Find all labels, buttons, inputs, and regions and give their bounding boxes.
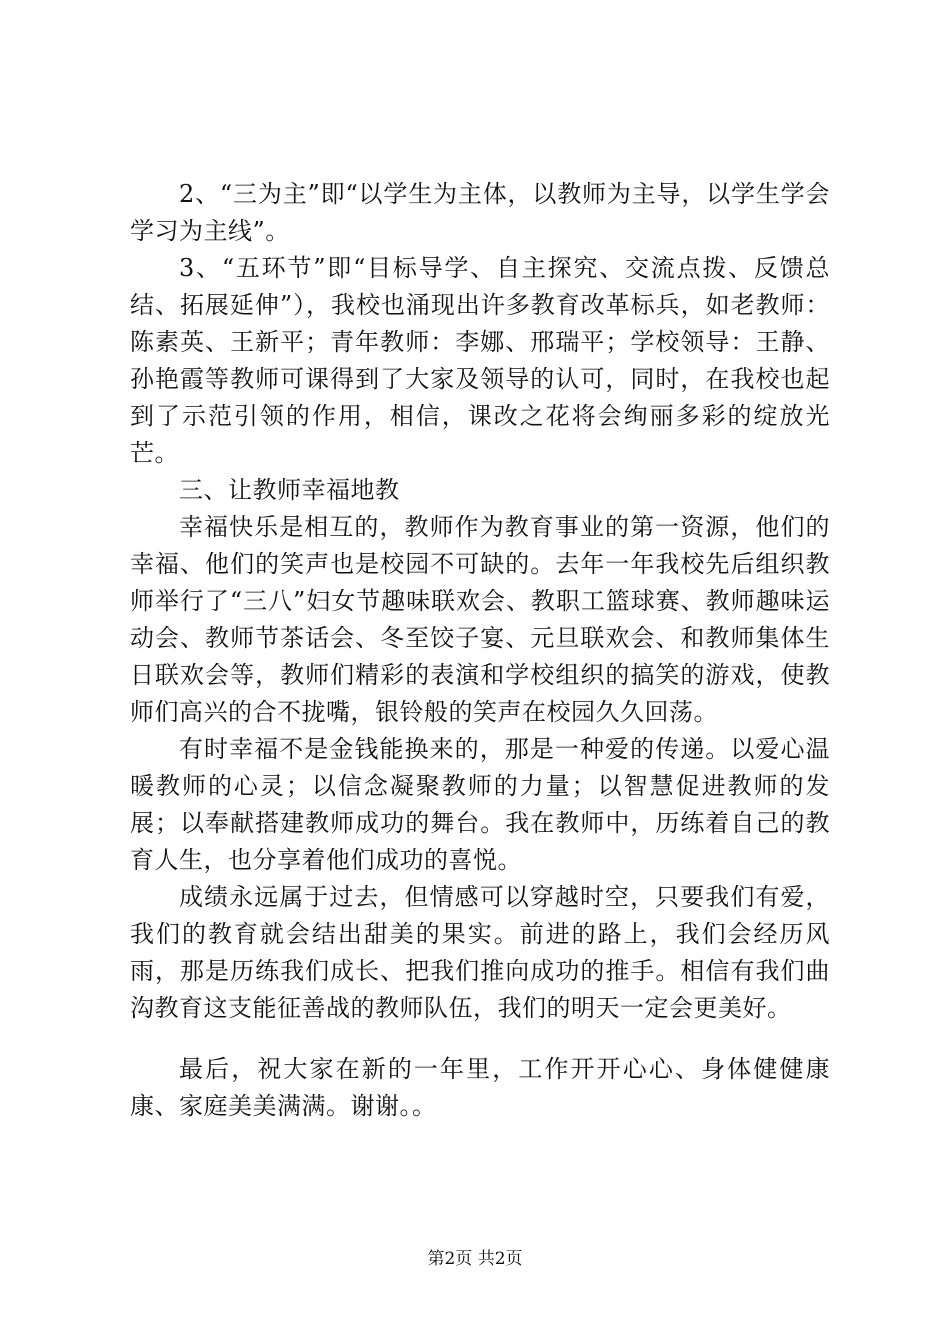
document-body — [130, 176, 830, 1125]
section-heading-happy-teaching: 三、让教师幸福地教 — [179, 476, 400, 504]
paragraph-closing-wishes: 最后，祝大家在新的一年里，工作开开心心、身体健健康康、家庭美美满满。谢谢。。 — [130, 1055, 830, 1120]
page-footer: 第2页 共2页 — [427, 1249, 523, 1269]
paragraph-future-outlook: 成绩永远属于过去，但情感可以穿越时空，只要我们有爱，我们的教育就会结出甜美的果实。前进的路上，我们会经历风雨，那是历练我们成长、把我们推向成功的推手。相信有我们曲沟教育这支能征善战的教师队伍，我们的明天一定会更美好。 — [130, 883, 830, 1022]
paragraph-love-transmission: 有时幸福不是金钱能换来的，那是一种爱的传递。以爱心温暖教师的心灵；以信念凝聚教师的力量；以智慧促进教师的发展；以奉献搭建教师成功的舞台。我在教师中，历练着自己的教育人生，也分享着他们成功的喜悦。 — [130, 735, 830, 874]
paragraph-three-principles: 2、“三为主”即“以学生为主体，以教师为主导，以学生学会学习为主线”。 — [130, 180, 830, 245]
paragraph-happiness-activities: 幸福快乐是相互的，教师作为教育事业的第一资源，他们的幸福、他们的笑声也是校园不可缺的。去年一年我校先后组织教师举行了“三八”妇女节趣味联欢会、教职工篮球赛、教师趣味运动会、教师节茶话会、冬至饺子宴、元旦联欢会、和教师集体生日联欢会等，教师们精彩的表演和学校组织的搞笑的游戏，使教师们高兴的合不拢嘴，银铃般的笑声在校园久久回荡。 — [130, 513, 830, 726]
paragraph-five-steps: 3、“五环节”即“目标导学、自主探究、交流点拨、反馈总结、拓展延伸”），我校也涌现出许多教育改革标兵，如老教师：陈素英、王新平；青年教师：李娜、邢瑞平；学校领导：王静、孙艳霞等教师可课得到了大家及领导的认可，同时，在我校也起到了示范引领的作用，相信，课改之花将会绚丽多彩的绽放光芒。 — [130, 254, 830, 467]
